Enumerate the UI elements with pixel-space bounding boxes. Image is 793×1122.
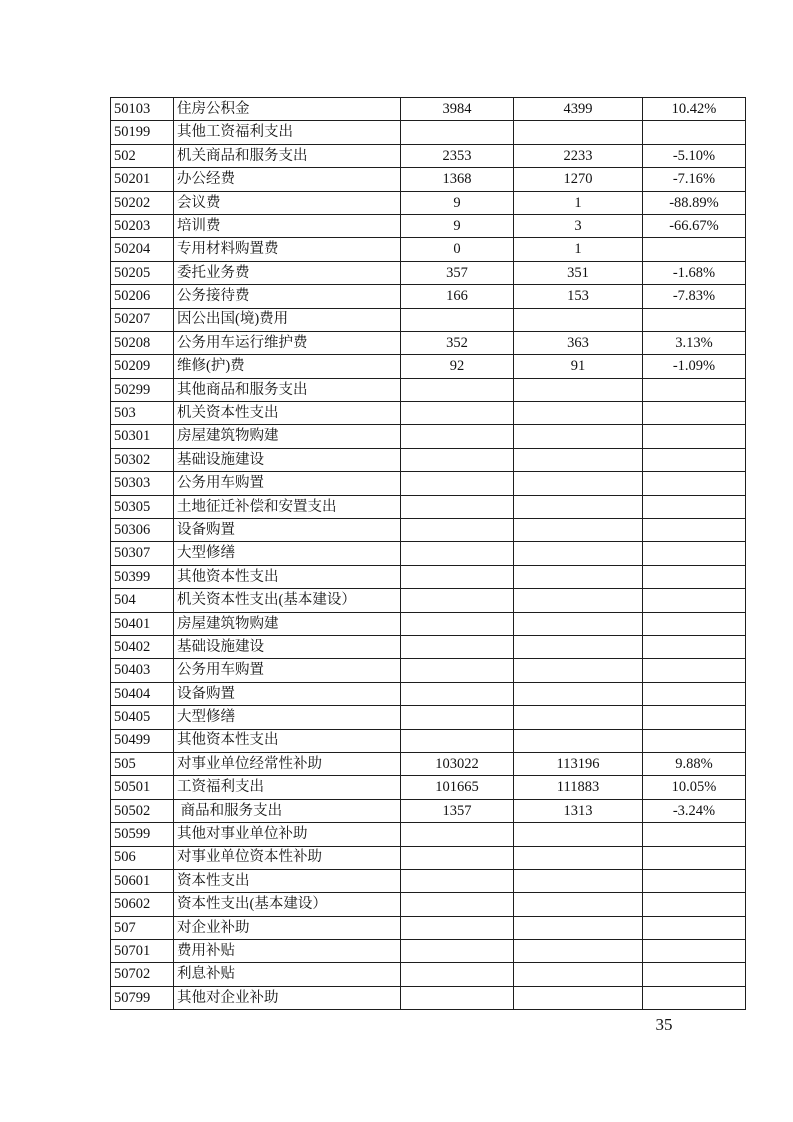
cell-amount_b: 1	[514, 191, 643, 214]
cell-name: 利息补贴	[174, 963, 401, 986]
cell-amount_a	[401, 682, 514, 705]
cell-code: 50701	[111, 940, 174, 963]
cell-name: 对事业单位资本性补助	[174, 846, 401, 869]
cell-amount_b	[514, 893, 643, 916]
cell-amount_b	[514, 448, 643, 471]
cell-amount_b	[514, 659, 643, 682]
cell-code: 50209	[111, 355, 174, 378]
cell-name: 对企业补助	[174, 916, 401, 939]
table-row	[111, 121, 746, 144]
cell-code: 50799	[111, 986, 174, 1009]
table-row	[111, 869, 746, 892]
table-row	[111, 238, 746, 261]
table-row	[111, 519, 746, 542]
cell-name: 机关商品和服务支出	[174, 144, 401, 167]
cell-change_pct	[643, 986, 746, 1009]
cell-change_pct	[643, 729, 746, 752]
cell-amount_a: 101665	[401, 776, 514, 799]
cell-change_pct	[643, 448, 746, 471]
table-row	[111, 893, 746, 916]
cell-code: 50205	[111, 261, 174, 284]
cell-code: 50602	[111, 893, 174, 916]
table-row	[111, 542, 746, 565]
cell-amount_a	[401, 472, 514, 495]
table-row	[111, 940, 746, 963]
cell-code: 50404	[111, 682, 174, 705]
cell-change_pct	[643, 519, 746, 542]
table-row	[111, 425, 746, 448]
cell-amount_b	[514, 846, 643, 869]
cell-change_pct	[643, 846, 746, 869]
cell-amount_a	[401, 308, 514, 331]
cell-amount_a: 357	[401, 261, 514, 284]
cell-name: 维修(护)费	[174, 355, 401, 378]
cell-name: 大型修缮	[174, 706, 401, 729]
cell-code: 504	[111, 589, 174, 612]
cell-code: 50199	[111, 121, 174, 144]
cell-change_pct	[643, 893, 746, 916]
cell-name: 其他对企业补助	[174, 986, 401, 1009]
cell-amount_a	[401, 495, 514, 518]
cell-code: 50499	[111, 729, 174, 752]
cell-change_pct	[643, 940, 746, 963]
table-row	[111, 799, 746, 822]
cell-amount_b	[514, 472, 643, 495]
cell-change_pct	[643, 308, 746, 331]
cell-code: 50599	[111, 823, 174, 846]
cell-amount_b	[514, 589, 643, 612]
cell-amount_b	[514, 612, 643, 635]
cell-amount_b: 113196	[514, 752, 643, 775]
cell-amount_b: 2233	[514, 144, 643, 167]
cell-name: 培训费	[174, 214, 401, 237]
cell-name: 机关资本性支出(基本建设）	[174, 589, 401, 612]
cell-name: 资本性支出(基本建设）	[174, 893, 401, 916]
cell-change_pct: -88.89%	[643, 191, 746, 214]
cell-name: 住房公积金	[174, 98, 401, 121]
table-row	[111, 261, 746, 284]
cell-amount_b	[514, 986, 643, 1009]
cell-code: 50301	[111, 425, 174, 448]
cell-name: 商品和服务支出	[174, 799, 401, 822]
cell-code: 50299	[111, 378, 174, 401]
cell-amount_b: 111883	[514, 776, 643, 799]
cell-name: 土地征迁补偿和安置支出	[174, 495, 401, 518]
cell-change_pct	[643, 402, 746, 425]
cell-name: 房屋建筑物购建	[174, 612, 401, 635]
cell-code: 50501	[111, 776, 174, 799]
table-row	[111, 729, 746, 752]
cell-amount_b: 351	[514, 261, 643, 284]
cell-change_pct	[643, 963, 746, 986]
cell-name: 设备购置	[174, 519, 401, 542]
cell-name: 机关资本性支出	[174, 402, 401, 425]
cell-code: 50302	[111, 448, 174, 471]
table-row	[111, 565, 746, 588]
cell-name: 其他资本性支出	[174, 565, 401, 588]
cell-amount_b: 3	[514, 214, 643, 237]
cell-code: 50206	[111, 285, 174, 308]
cell-amount_a	[401, 706, 514, 729]
cell-code: 50405	[111, 706, 174, 729]
cell-change_pct	[643, 869, 746, 892]
cell-code: 50601	[111, 869, 174, 892]
cell-name: 办公经费	[174, 168, 401, 191]
cell-code: 50208	[111, 331, 174, 354]
cell-amount_a	[401, 916, 514, 939]
table-row	[111, 378, 746, 401]
cell-amount_a: 92	[401, 355, 514, 378]
cell-change_pct: 9.88%	[643, 752, 746, 775]
cell-code: 50203	[111, 214, 174, 237]
cell-name: 工资福利支出	[174, 776, 401, 799]
cell-code: 50201	[111, 168, 174, 191]
cell-name: 基础设施建设	[174, 448, 401, 471]
budget-table-body	[111, 98, 746, 1010]
cell-amount_a	[401, 869, 514, 892]
table-row	[111, 214, 746, 237]
cell-amount_a	[401, 729, 514, 752]
cell-amount_a: 352	[401, 331, 514, 354]
cell-amount_a: 166	[401, 285, 514, 308]
cell-change_pct	[643, 495, 746, 518]
cell-amount_a: 3984	[401, 98, 514, 121]
table-row	[111, 589, 746, 612]
cell-amount_a	[401, 823, 514, 846]
cell-amount_b	[514, 121, 643, 144]
cell-change_pct: 10.05%	[643, 776, 746, 799]
cell-code: 50306	[111, 519, 174, 542]
cell-name: 公务用车购置	[174, 659, 401, 682]
cell-change_pct: 10.42%	[643, 98, 746, 121]
cell-amount_b	[514, 542, 643, 565]
cell-amount_b	[514, 519, 643, 542]
table-row	[111, 495, 746, 518]
cell-change_pct	[643, 238, 746, 261]
table-row	[111, 308, 746, 331]
cell-amount_a	[401, 940, 514, 963]
cell-amount_b	[514, 635, 643, 658]
cell-code: 505	[111, 752, 174, 775]
table-row	[111, 98, 746, 121]
table-row	[111, 916, 746, 939]
cell-change_pct: -1.68%	[643, 261, 746, 284]
cell-name: 因公出国(境)费用	[174, 308, 401, 331]
cell-name: 房屋建筑物购建	[174, 425, 401, 448]
cell-change_pct: -5.10%	[643, 144, 746, 167]
cell-code: 502	[111, 144, 174, 167]
cell-amount_b	[514, 495, 643, 518]
cell-amount_a	[401, 986, 514, 1009]
cell-code: 50401	[111, 612, 174, 635]
cell-amount_b: 1313	[514, 799, 643, 822]
cell-change_pct: -66.67%	[643, 214, 746, 237]
cell-name: 设备购置	[174, 682, 401, 705]
cell-change_pct: -3.24%	[643, 799, 746, 822]
cell-change_pct	[643, 635, 746, 658]
cell-name: 公务用车运行维护费	[174, 331, 401, 354]
cell-amount_a	[401, 635, 514, 658]
table-row	[111, 472, 746, 495]
cell-amount_b	[514, 682, 643, 705]
cell-amount_b: 153	[514, 285, 643, 308]
cell-name: 大型修缮	[174, 542, 401, 565]
cell-amount_a	[401, 846, 514, 869]
cell-change_pct	[643, 916, 746, 939]
table-row	[111, 846, 746, 869]
table-row	[111, 752, 746, 775]
cell-change_pct: -1.09%	[643, 355, 746, 378]
table-row	[111, 168, 746, 191]
cell-amount_b	[514, 706, 643, 729]
cell-amount_a	[401, 589, 514, 612]
cell-amount_b	[514, 729, 643, 752]
economic-classification-table	[110, 97, 746, 1010]
table-row	[111, 659, 746, 682]
cell-change_pct	[643, 472, 746, 495]
table-row	[111, 776, 746, 799]
table-row	[111, 706, 746, 729]
cell-change_pct	[643, 589, 746, 612]
cell-code: 50305	[111, 495, 174, 518]
cell-name: 基础设施建设	[174, 635, 401, 658]
cell-change_pct	[643, 121, 746, 144]
cell-code: 50399	[111, 565, 174, 588]
cell-amount_b	[514, 425, 643, 448]
cell-amount_b	[514, 940, 643, 963]
table-row	[111, 448, 746, 471]
table-row	[111, 612, 746, 635]
table-row	[111, 355, 746, 378]
cell-code: 506	[111, 846, 174, 869]
cell-code: 50402	[111, 635, 174, 658]
cell-amount_a: 1368	[401, 168, 514, 191]
cell-amount_a	[401, 963, 514, 986]
cell-amount_a	[401, 425, 514, 448]
cell-name: 费用补贴	[174, 940, 401, 963]
cell-change_pct	[643, 565, 746, 588]
cell-amount_b	[514, 869, 643, 892]
cell-name: 其他商品和服务支出	[174, 378, 401, 401]
cell-name: 专用材料购置费	[174, 238, 401, 261]
cell-code: 50103	[111, 98, 174, 121]
cell-name: 资本性支出	[174, 869, 401, 892]
cell-amount_b: 1270	[514, 168, 643, 191]
cell-code: 50307	[111, 542, 174, 565]
cell-name: 会议费	[174, 191, 401, 214]
cell-change_pct	[643, 823, 746, 846]
cell-amount_b: 4399	[514, 98, 643, 121]
cell-change_pct: -7.83%	[643, 285, 746, 308]
cell-change_pct: 3.13%	[643, 331, 746, 354]
table-row	[111, 635, 746, 658]
cell-amount_a	[401, 542, 514, 565]
page-number: 35	[655, 1015, 673, 1034]
table-row	[111, 191, 746, 214]
cell-code: 50502	[111, 799, 174, 822]
cell-amount_b	[514, 378, 643, 401]
cell-amount_b: 1	[514, 238, 643, 261]
cell-amount_b	[514, 565, 643, 588]
table-row	[111, 986, 746, 1009]
cell-change_pct	[643, 706, 746, 729]
cell-name: 其他工资福利支出	[174, 121, 401, 144]
cell-amount_b	[514, 402, 643, 425]
cell-change_pct	[643, 682, 746, 705]
cell-amount_a	[401, 519, 514, 542]
cell-amount_a: 103022	[401, 752, 514, 775]
cell-name: 委托业务费	[174, 261, 401, 284]
cell-change_pct	[643, 378, 746, 401]
cell-amount_b: 363	[514, 331, 643, 354]
cell-amount_a	[401, 565, 514, 588]
cell-amount_a: 0	[401, 238, 514, 261]
cell-change_pct	[643, 542, 746, 565]
cell-name: 其他对事业单位补助	[174, 823, 401, 846]
cell-amount_b: 91	[514, 355, 643, 378]
cell-name: 其他资本性支出	[174, 729, 401, 752]
cell-change_pct	[643, 425, 746, 448]
table-row	[111, 682, 746, 705]
cell-code: 50303	[111, 472, 174, 495]
cell-amount_a	[401, 659, 514, 682]
cell-code: 507	[111, 916, 174, 939]
table-row	[111, 331, 746, 354]
cell-code: 50207	[111, 308, 174, 331]
cell-amount_a: 9	[401, 214, 514, 237]
cell-amount_a	[401, 121, 514, 144]
cell-amount_a	[401, 612, 514, 635]
cell-amount_a: 2353	[401, 144, 514, 167]
cell-amount_a: 9	[401, 191, 514, 214]
cell-amount_b	[514, 308, 643, 331]
cell-change_pct	[643, 612, 746, 635]
table-row	[111, 823, 746, 846]
table-row	[111, 963, 746, 986]
cell-amount_a	[401, 448, 514, 471]
cell-amount_b	[514, 916, 643, 939]
cell-amount_a	[401, 402, 514, 425]
cell-amount_a	[401, 378, 514, 401]
cell-name: 对事业单位经常性补助	[174, 752, 401, 775]
cell-code: 50702	[111, 963, 174, 986]
cell-name: 公务接待费	[174, 285, 401, 308]
cell-amount_b	[514, 823, 643, 846]
cell-amount_a	[401, 893, 514, 916]
cell-code: 50202	[111, 191, 174, 214]
cell-amount_a: 1357	[401, 799, 514, 822]
cell-amount_b	[514, 963, 643, 986]
table-row	[111, 144, 746, 167]
table-row	[111, 285, 746, 308]
cell-code: 50204	[111, 238, 174, 261]
cell-code: 50403	[111, 659, 174, 682]
cell-change_pct: -7.16%	[643, 168, 746, 191]
cell-code: 503	[111, 402, 174, 425]
cell-change_pct	[643, 659, 746, 682]
cell-name: 公务用车购置	[174, 472, 401, 495]
table-row	[111, 402, 746, 425]
